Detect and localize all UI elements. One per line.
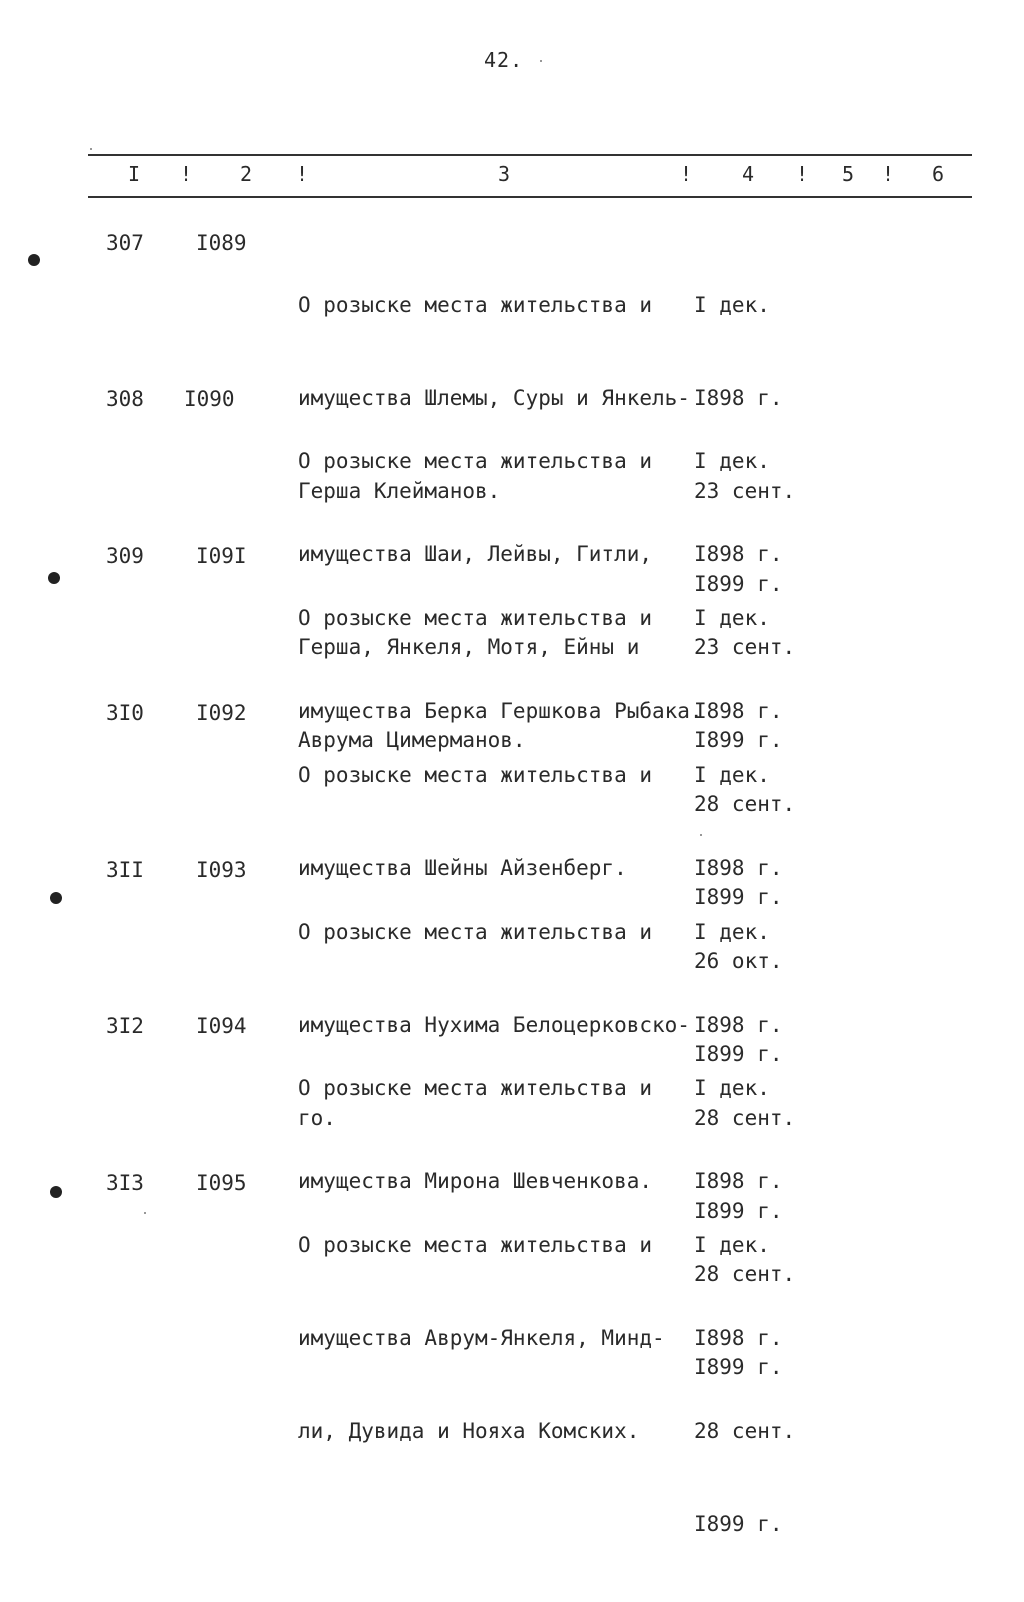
date-line: I дек. bbox=[694, 293, 770, 317]
date-line: I898 г. bbox=[694, 856, 783, 880]
case-title-line: О розыске места жительства и bbox=[298, 1233, 653, 1257]
date-line: I898 г. bbox=[694, 1326, 783, 1350]
date-line: 28 сент. bbox=[694, 1419, 796, 1443]
punch-hole bbox=[28, 254, 40, 266]
page-number: 42. bbox=[484, 48, 524, 72]
date-line: I дек. bbox=[694, 1076, 770, 1100]
date-line: I898 г. bbox=[694, 1013, 783, 1037]
case-title-line: имущества Берка Гершкова Рыбака. bbox=[298, 699, 703, 723]
date-line: I дек. bbox=[694, 606, 770, 630]
date-line: I899 г. bbox=[694, 572, 783, 596]
date-line: I899 г. bbox=[694, 1512, 783, 1536]
scan-speck bbox=[90, 148, 92, 150]
header-separator: ! bbox=[796, 162, 809, 186]
row-number: 307 bbox=[106, 231, 144, 255]
case-title-line: О розыске места жительства и bbox=[298, 763, 653, 787]
case-dates bbox=[694, 1168, 814, 1602]
date-line: I дек. bbox=[694, 1233, 770, 1257]
case-title bbox=[298, 1168, 698, 1509]
table-header-rule bbox=[88, 196, 972, 198]
row-number: 309 bbox=[106, 544, 144, 568]
date-line: 28 сент. bbox=[694, 1262, 796, 1286]
header-separator: ! bbox=[882, 162, 895, 186]
case-title-line: имущества Аврум-Янкеля, Минд- bbox=[298, 1326, 665, 1350]
document-number: I094 bbox=[196, 1014, 247, 1038]
scan-speck bbox=[700, 834, 702, 836]
row-number: 3I3 bbox=[106, 1171, 144, 1195]
row-number: 3I0 bbox=[106, 701, 144, 725]
date-line: I899 г. bbox=[694, 1042, 783, 1066]
date-line: I дек. bbox=[694, 449, 770, 473]
date-line: I898 г. bbox=[694, 542, 783, 566]
case-title-line: Герша Клейманов. bbox=[298, 479, 501, 503]
punch-hole bbox=[50, 1186, 62, 1198]
punch-hole bbox=[50, 892, 62, 904]
case-title-line: имущества Шлемы, Суры и Янкель- bbox=[298, 386, 690, 410]
document-number: I093 bbox=[196, 858, 247, 882]
header-col-2: 2 bbox=[240, 162, 253, 186]
case-title-line: имущества Шаи, Лейвы, Гитли, bbox=[298, 542, 653, 566]
table-top-rule bbox=[88, 154, 972, 156]
header-col-3: 3 bbox=[498, 162, 511, 186]
date-line: I дек. bbox=[694, 763, 770, 787]
date-line: 26 окт. bbox=[694, 949, 783, 973]
row-number: 3I2 bbox=[106, 1014, 144, 1038]
scan-speck bbox=[144, 1212, 146, 1214]
case-title-line: Герша, Янкеля, Мотя, Ейны и bbox=[298, 635, 640, 659]
date-line: 23 сент. bbox=[694, 479, 796, 503]
document-number: I09I bbox=[196, 544, 247, 568]
case-title-line: О розыске места жительства и bbox=[298, 920, 653, 944]
case-title-line: имущества Шейны Айзенберг. bbox=[298, 856, 627, 880]
header-col-5: 5 bbox=[842, 162, 855, 186]
date-line: I899 г. bbox=[694, 728, 783, 752]
date-line: I899 г. bbox=[694, 1355, 783, 1379]
date-line: I898 г. bbox=[694, 386, 783, 410]
case-title-line: О розыске места жительства и bbox=[298, 606, 653, 630]
scan-speck bbox=[540, 60, 542, 62]
header-separator: ! bbox=[180, 162, 193, 186]
case-title-line: ли, Дувида и Нояха Комских. bbox=[298, 1419, 640, 1443]
date-line: I898 г. bbox=[694, 699, 783, 723]
case-title-line: го. bbox=[298, 1106, 336, 1130]
date-line: I899 г. bbox=[694, 885, 783, 909]
case-title-line: О розыске места жительства и bbox=[298, 449, 653, 473]
date-line: I дек. bbox=[694, 920, 770, 944]
document-number: I092 bbox=[196, 701, 247, 725]
case-title-line: имущества Мирона Шевченкова. bbox=[298, 1169, 653, 1193]
date-line: I899 г. bbox=[694, 1199, 783, 1223]
case-title-line: О розыске места жительства и bbox=[298, 293, 653, 317]
date-line: 28 сент. bbox=[694, 792, 796, 816]
header-col-1: I bbox=[128, 162, 141, 186]
date-line: 28 сент. bbox=[694, 1106, 796, 1130]
header-col-4: 4 bbox=[742, 162, 755, 186]
document-number: I095 bbox=[196, 1171, 247, 1195]
header-separator: ! bbox=[680, 162, 693, 186]
header-col-6: 6 bbox=[932, 162, 945, 186]
header-separator: ! bbox=[296, 162, 309, 186]
case-title-line: О розыске места жительства и bbox=[298, 1076, 653, 1100]
row-number: 3II bbox=[106, 858, 144, 882]
date-line: I898 г. bbox=[694, 1169, 783, 1193]
date-line: 23 сент. bbox=[694, 635, 796, 659]
case-title-line: имущества Нухима Белоцерковско- bbox=[298, 1013, 690, 1037]
document-number: I089 bbox=[196, 231, 247, 255]
case-title-line: Аврума Цимерманов. bbox=[298, 728, 526, 752]
punch-hole bbox=[48, 572, 60, 584]
row-number: 308 bbox=[106, 387, 144, 411]
document-number: I090 bbox=[184, 387, 235, 411]
